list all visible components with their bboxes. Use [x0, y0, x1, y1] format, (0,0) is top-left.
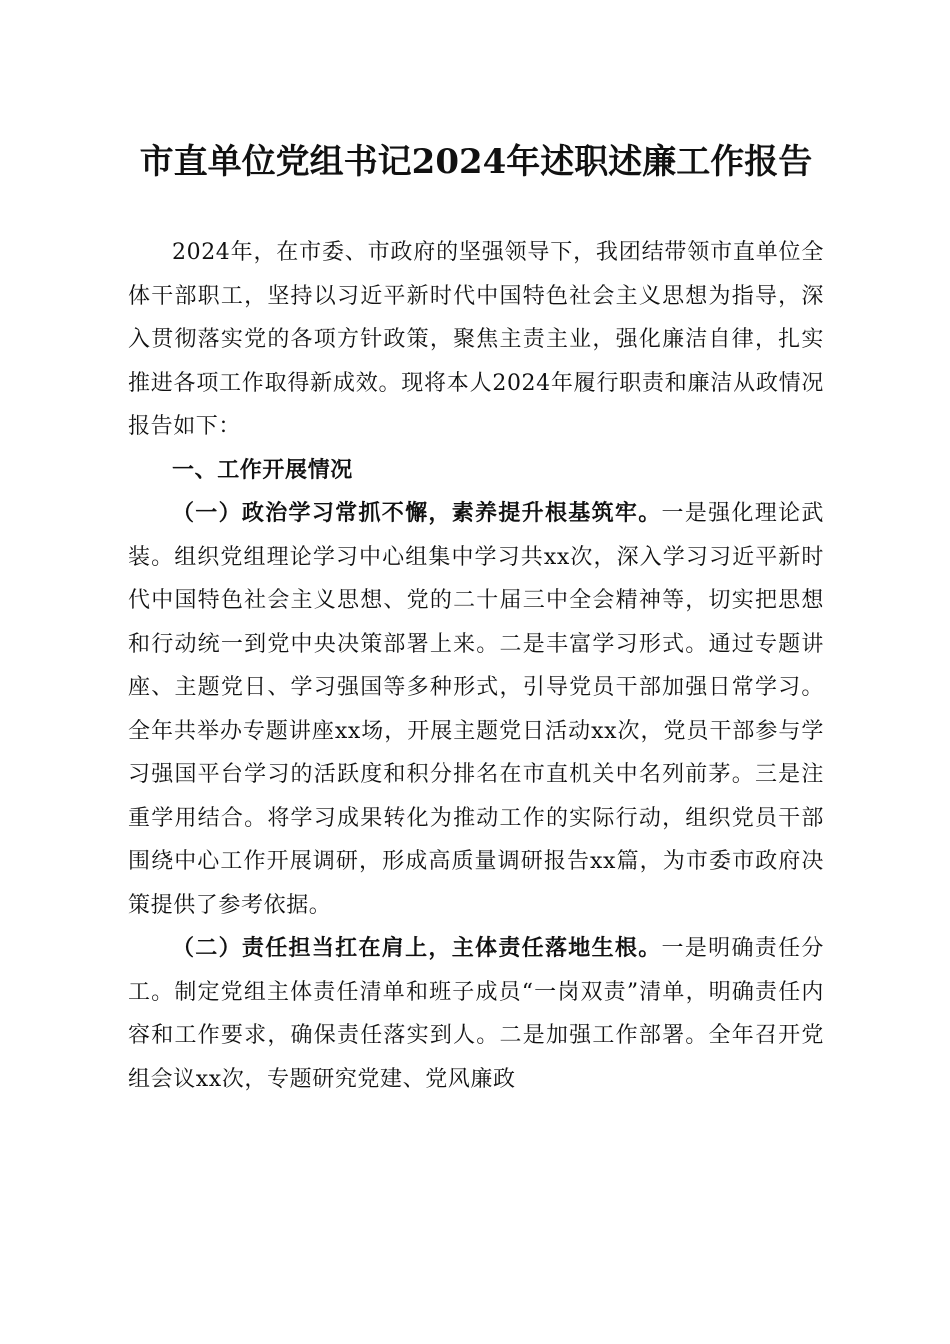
intro-paragraph: 2024年，在市委、市政府的坚强领导下，我团结带领市直单位全体干部职工，坚持以习近平新时代中国特色社会主义思想为指导，深入贯彻落实党的各项方针政策，聚焦主责主业，强化廉洁自律，扎实推进各项工作取得新成效。现将本人2024年履行职责和廉洁从政情况报告如下：	[128, 240, 824, 439]
body-responsibility: 一是明确责任分工。制定党组主体责任清单和班子成员“一岗双责”清单，明确责任内容和工作要求，确保责任落实到人。二是加强工作部署。全年召开党组会议xx次，专题研究党建、党风廉政	[128, 936, 824, 1092]
document-title: 市直单位党组书记2024年述职述廉工作报告	[139, 142, 813, 182]
subheading-political-study: （一）政治学习常抓不懈，素养提升根基筑牢。	[172, 500, 662, 526]
paragraph-responsibility	[128, 927, 824, 1101]
document-body	[128, 231, 824, 1101]
subheading-responsibility: （二）责任担当扛在肩上，主体责任落地生根。	[172, 935, 662, 961]
section-heading-work: 一、工作开展情况	[172, 457, 353, 483]
paragraph-political-study	[128, 492, 824, 927]
body-political-study: 一是强化理论武装。组织党组理论学习中心组集中学习共xx次，深入学习习近平新时代中国特色社会主义思想、党的二十届三中全会精神等，切实把思想和行动统一到党中央决策部署上来。二是丰富学习形式。通过专题讲座、主题党日、学习强国等多种形式，引导党员干部加强日常学习。全年共举办专题讲座xx场，开展主题党日活动xx次，党员干部参与学习强国平台学习的活跃度和积分排名在市直机关中名列前茅。三是注重学用结合。将学习成果转化为推动工作的实际行动，组织党员干部围绕中心工作开展调研，形成高质量调研报告xx篇，为市委市政府决策提供了参考依据。	[128, 501, 824, 918]
